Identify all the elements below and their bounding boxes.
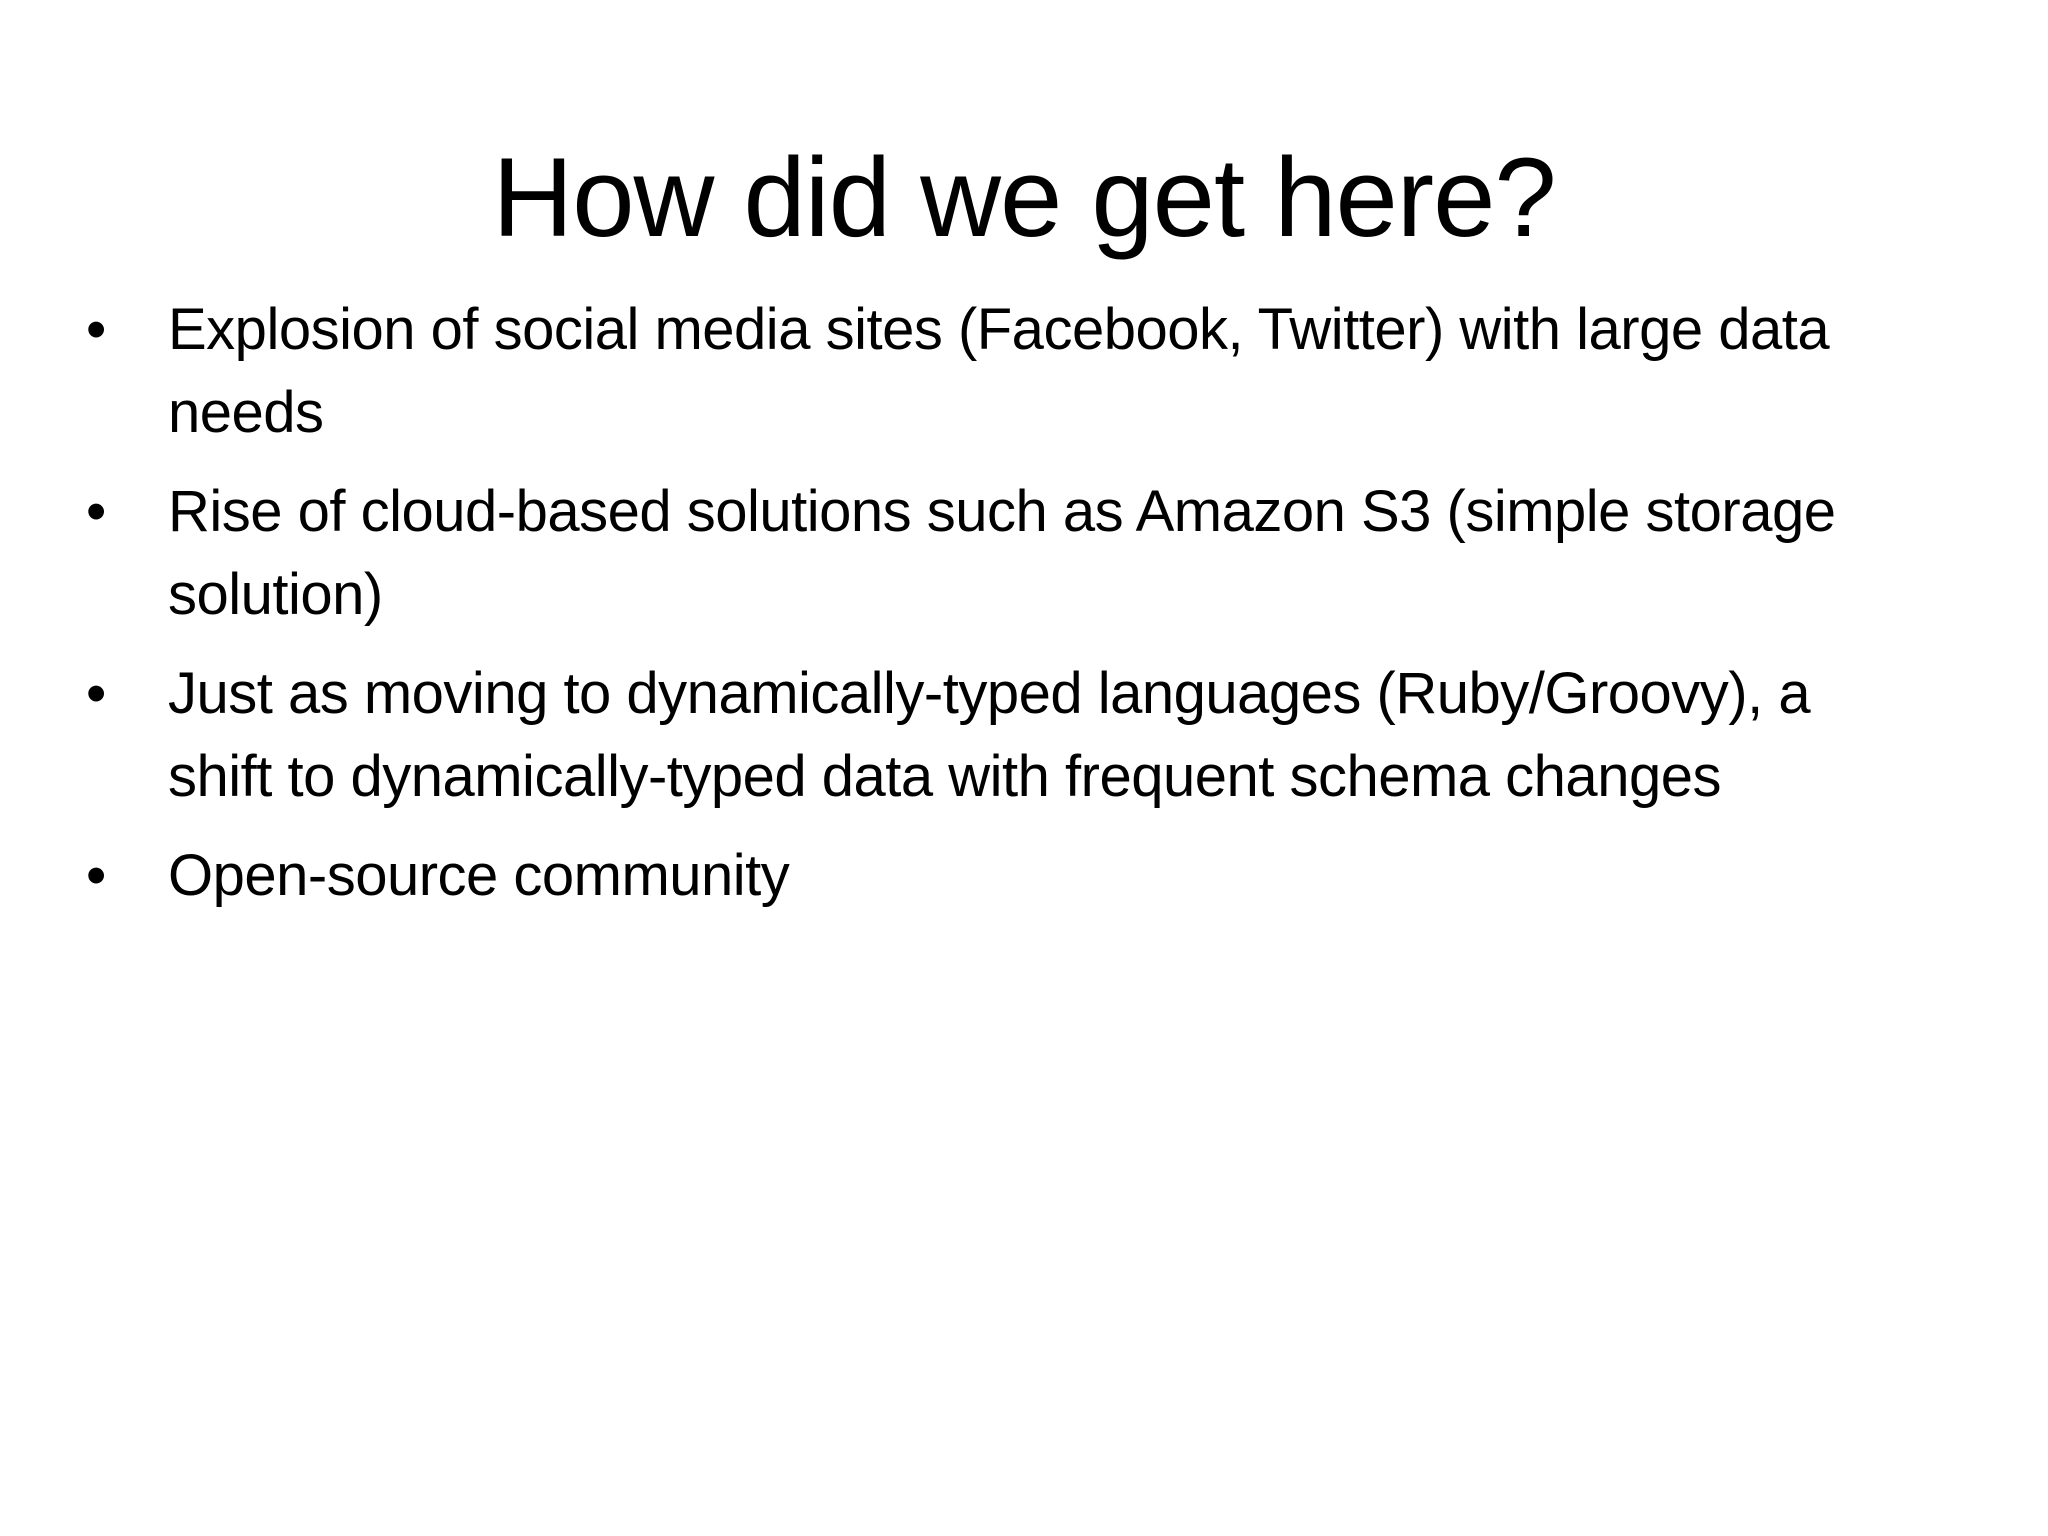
bullet-text: Just as moving to dynamically-typed languages (Ruby/Groovy), a shift to dynamically-typed data with frequent schema changes xyxy=(168,661,1811,809)
bullet-icon: • xyxy=(86,297,106,362)
bullet-icon: • xyxy=(86,843,106,908)
bullet-icon: • xyxy=(86,479,106,544)
bullet-list xyxy=(0,288,1840,933)
bullet-text: Open-source community xyxy=(168,843,790,908)
slide-title: How did we get here? xyxy=(492,135,1556,260)
bullet-item-open-source xyxy=(0,834,1840,917)
bullet-item-social-media xyxy=(0,288,1840,454)
bullet-item-cloud xyxy=(0,470,1840,636)
bullet-item-dynamic-typing xyxy=(0,652,1840,818)
bullet-icon: • xyxy=(86,661,106,726)
bullet-text: Rise of cloud-based solutions such as Amazon S3 (simple storage solution) xyxy=(168,479,1836,627)
bullet-text: Explosion of social media sites (Facebook, Twitter) with large data needs xyxy=(168,297,1830,445)
